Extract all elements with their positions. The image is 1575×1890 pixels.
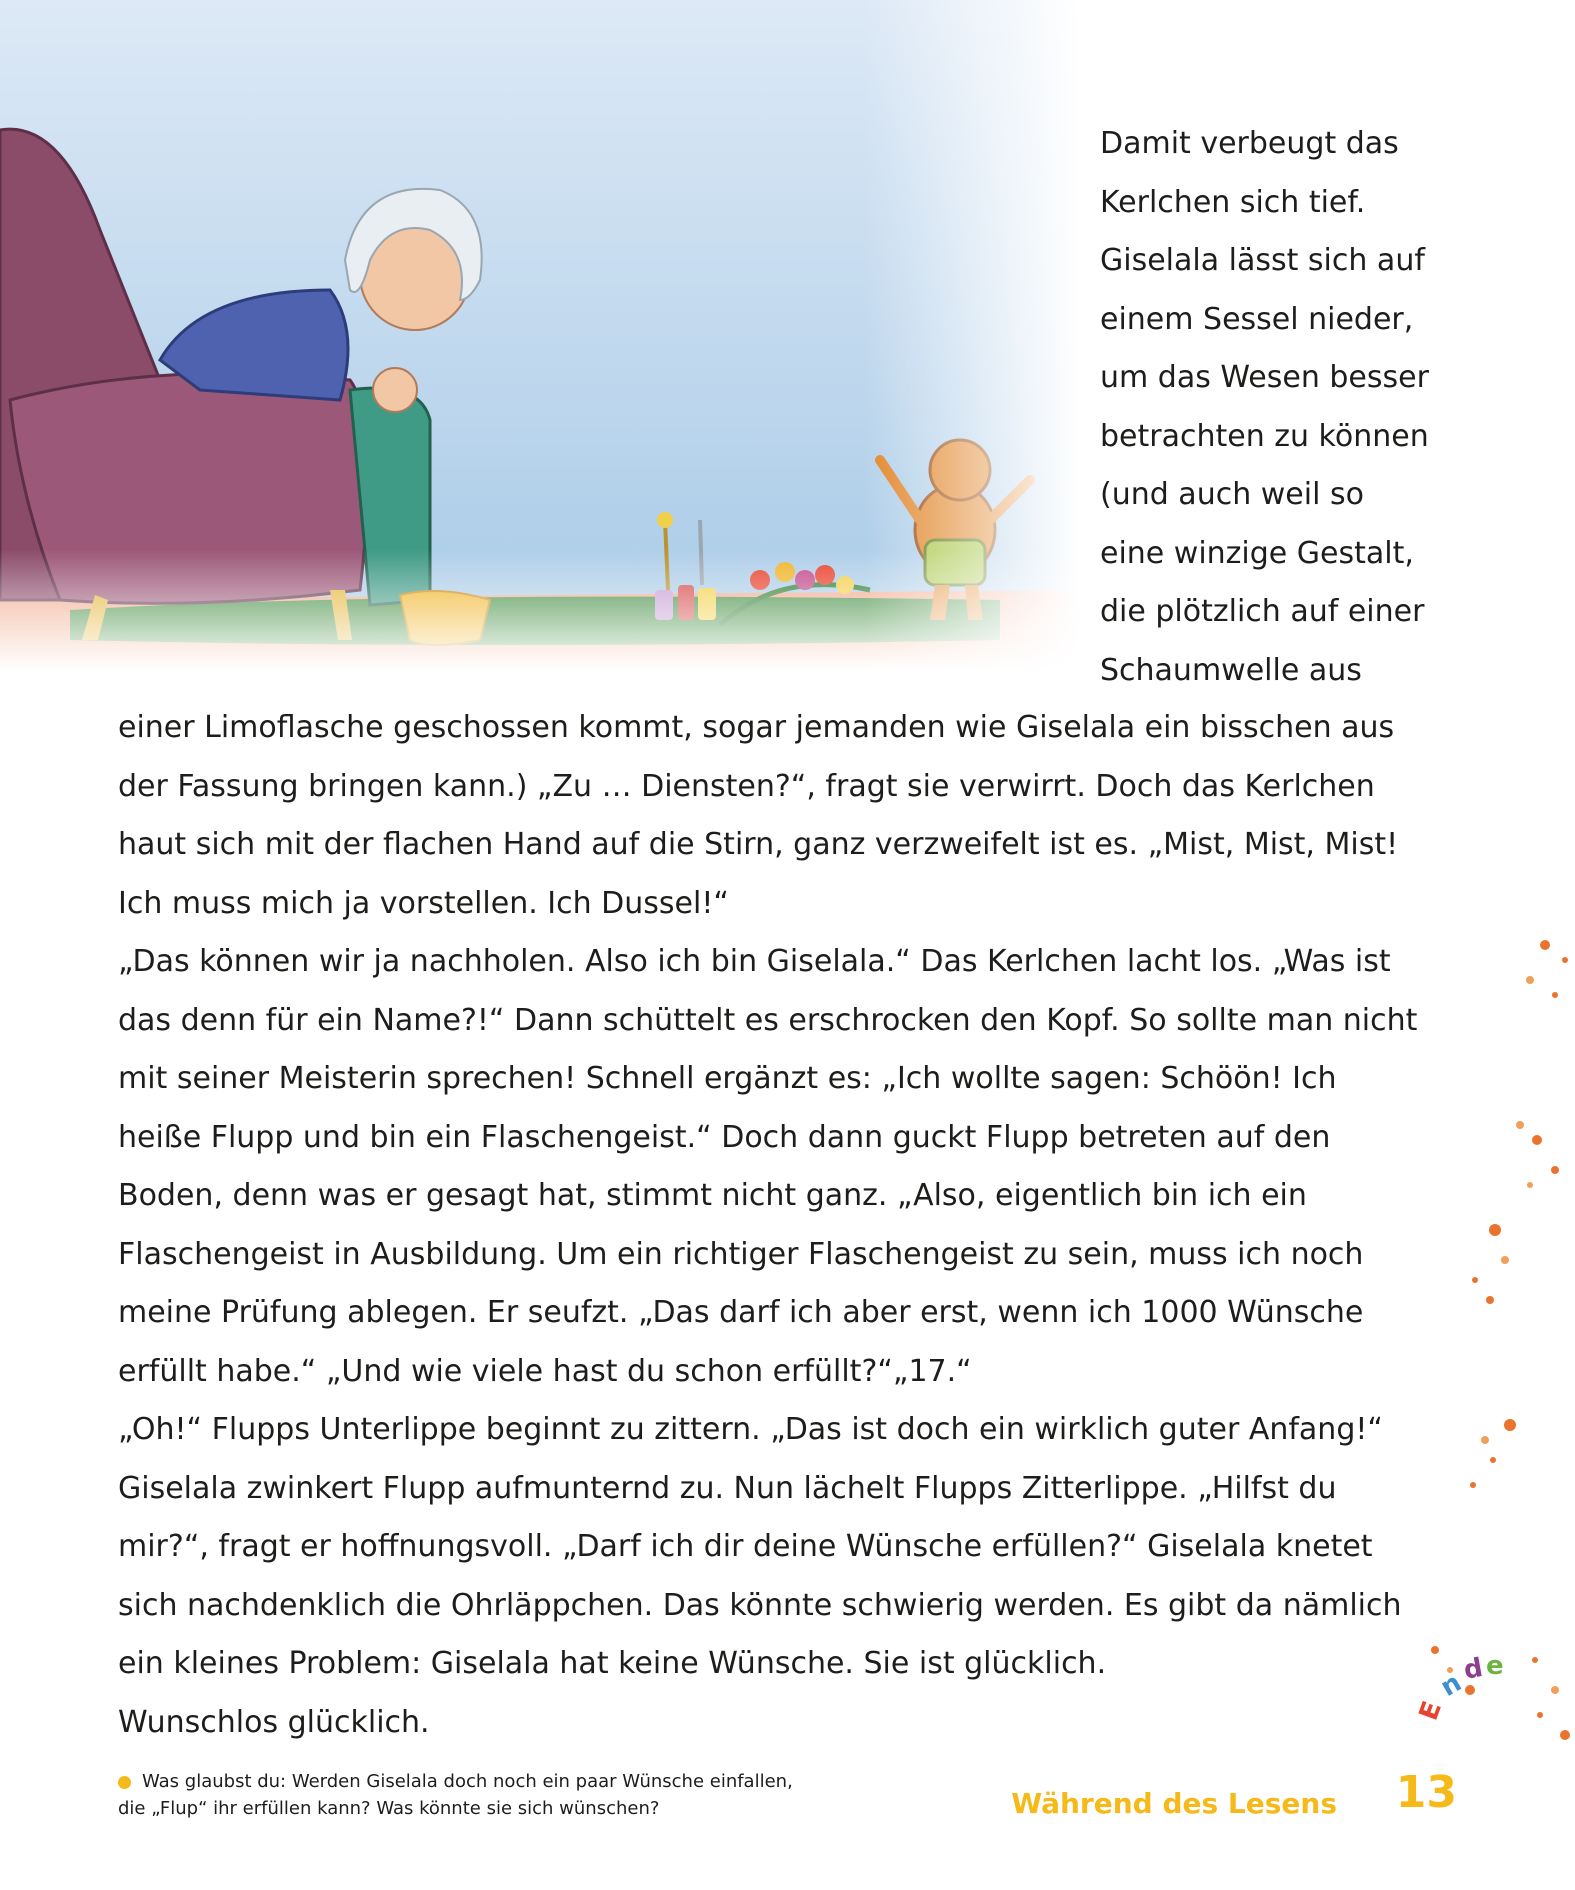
story-line: „Das können wir ja nachholen. Also ich bin Giselala.“ Das Kerlchen lacht los. „Was ist	[118, 944, 1391, 979]
ende-letter-e2: e	[1486, 1651, 1504, 1681]
story-line: eine winzige Gestalt,	[1100, 535, 1414, 571]
ende-letters-svg	[1413, 1646, 1508, 1726]
story-line: erfüllt habe.“ „Und wie viele hast du schon erfüllt?“„17.“	[118, 1353, 972, 1389]
story-line: Ich muss mich ja vorstellen. Ich Dussel!“	[118, 885, 729, 921]
story-line: um das Wesen besser	[1100, 360, 1429, 395]
story-line: einer Limoflasche geschossen kommt, sogar jemanden wie Giselala ein bisschen aus	[118, 710, 1395, 745]
story-line: meine Prüfung ablegen. Er seufzt. „Das darf ich aber erst, wenn ich 1000 Wünsche	[118, 1295, 1364, 1330]
story-line: haut sich mit der flachen Hand auf die Stirn, ganz verzweifelt ist es. „Mist, Mist, Mist!	[118, 827, 1399, 862]
story-line: Boden, denn was er gesagt hat, stimmt nicht ganz. „Also, eigentlich bin ich ein	[118, 1178, 1307, 1213]
question-line-1: Was glaubst du: Werden Giselala doch noch ein paar Wünsche einfallen,	[142, 1771, 793, 1792]
story-line: Kerlchen sich tief.	[1100, 184, 1366, 220]
story-line: Flaschengeist in Ausbildung. Um ein richtiger Flaschengeist zu sein, muss ich noch	[118, 1236, 1364, 1272]
story-line: Giselala lässt sich auf	[1100, 243, 1425, 278]
story-line: Damit verbeugt das	[1100, 126, 1399, 161]
story-line: Wunschlos glücklich.	[118, 1704, 430, 1740]
story-line: einem Sessel nieder,	[1100, 301, 1414, 337]
story-line: betrachten zu können	[1100, 418, 1429, 454]
story-line: (und auch weil so	[1100, 477, 1364, 512]
story-line: heiße Flupp und bin ein Flaschengeist.“ Doch dann guckt Flupp betreten auf den	[118, 1119, 1331, 1155]
story-line: ein kleines Problem: Giselala hat keine Wünsche. Sie ist glücklich.	[118, 1646, 1107, 1681]
story-text-side-column	[1100, 115, 1560, 700]
page-number: 13	[1395, 1767, 1457, 1818]
story-line: Giselala zwinkert Flupp aufmunternd zu. Nun lächelt Flupps Zitterlippe. „Hilfst du	[118, 1470, 1337, 1506]
story-line: sich nachdenklich die Ohrläppchen. Das könnte schwierig werden. Es gibt da nämlich	[118, 1587, 1402, 1623]
ende-letter-n: n	[1435, 1667, 1467, 1703]
story-line: „Oh!“ Flupps Unterlippe beginnt zu zittern. „Das ist doch ein wirklich guter Anfang!“	[118, 1412, 1383, 1447]
story-line: Schaumwelle aus	[1100, 652, 1362, 688]
reading-question	[118, 1768, 918, 1822]
ende-letter-e: E	[1413, 1697, 1449, 1725]
bullet-icon	[118, 1776, 131, 1789]
illustration-svg	[0, 0, 1080, 670]
question-line-2: die „Flup“ ihr erfüllen kann? Was könnte sie sich wünschen?	[118, 1798, 660, 1819]
section-label: Während des Lesens	[1011, 1787, 1337, 1820]
story-line: die plötzlich auf einer	[1100, 594, 1425, 629]
story-illustration	[0, 0, 1080, 670]
ende-letter-d: d	[1461, 1653, 1486, 1686]
story-line: mit seiner Meisterin sprechen! Schnell ergänzt es: „Ich wollte sagen: Schöön! Ich	[118, 1061, 1337, 1096]
story-text-main	[118, 699, 1458, 1752]
ende-sticker	[1413, 1646, 1508, 1726]
story-line: das denn für ein Name?!“ Dann schüttelt es erschrocken den Kopf. So sollte man nicht	[118, 1002, 1418, 1038]
story-line: der Fassung bringen kann.) „Zu … Diensten?“, fragt sie verwirrt. Doch das Kerlchen	[118, 768, 1375, 804]
story-line: mir?“, fragt er hoffnungsvoll. „Darf ich dir deine Wünsche erfüllen?“ Giselala knetet	[118, 1529, 1373, 1564]
